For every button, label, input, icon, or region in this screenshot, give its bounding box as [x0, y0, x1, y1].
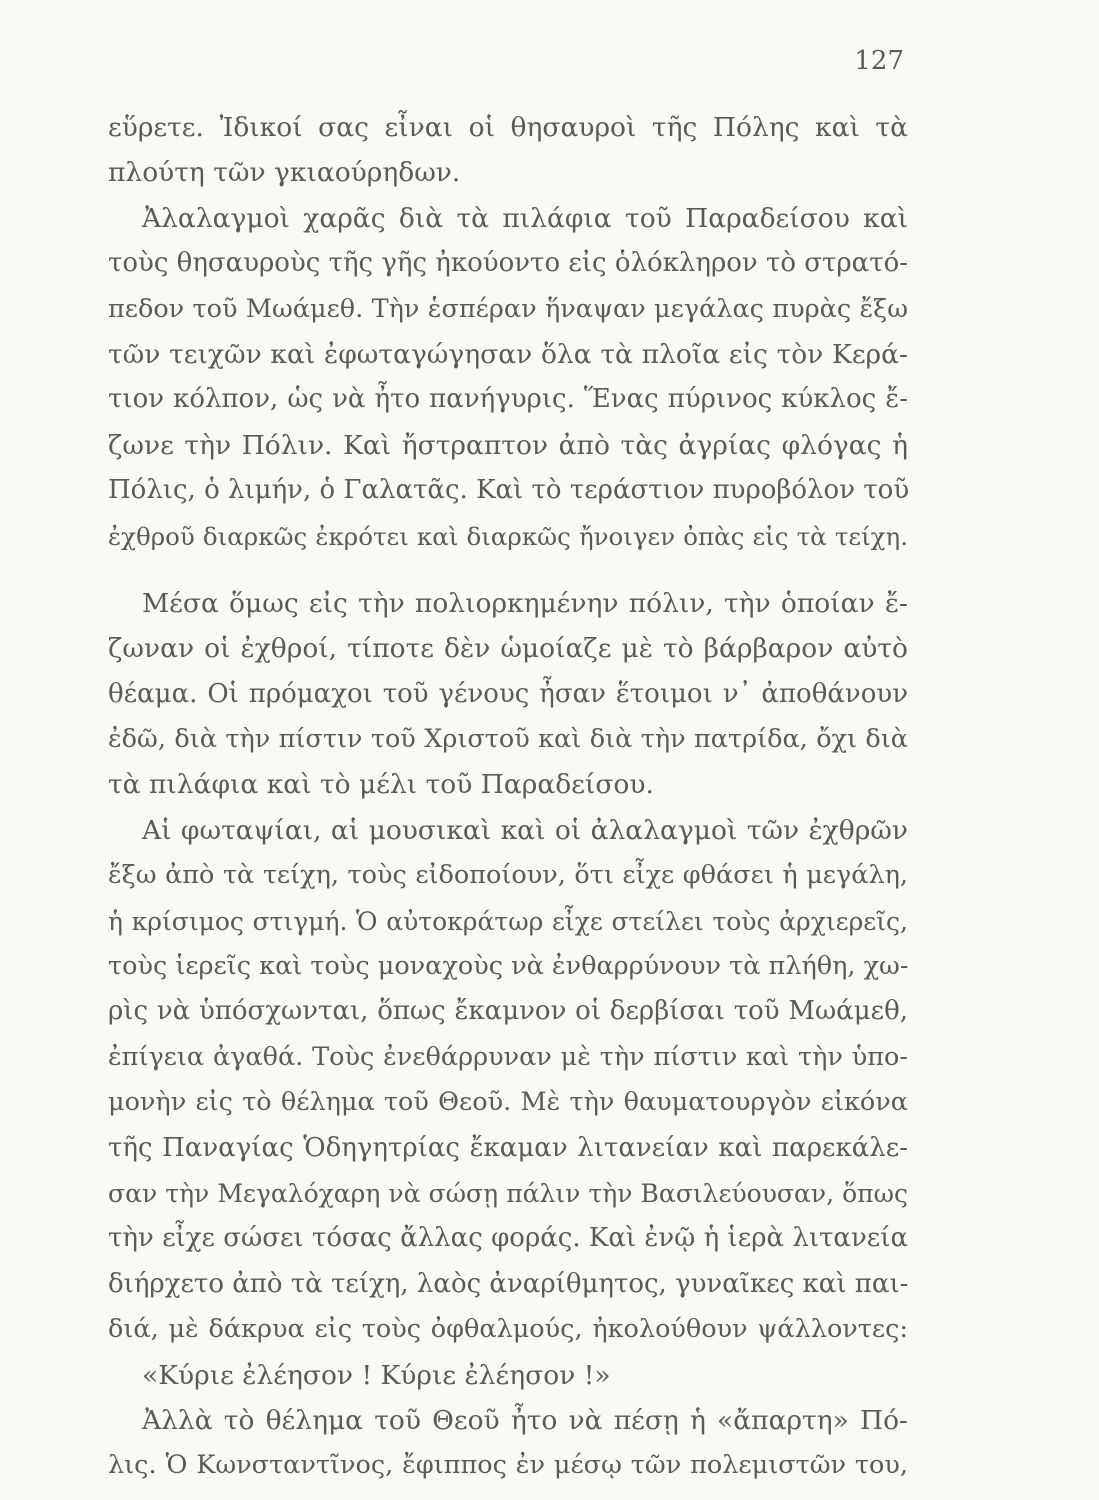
text-line: τοὺς θησαυροὺς τῆς γῆς ἠκούοντο εἰς ὁλόκληρον τὸ στρατό-: [108, 248, 909, 279]
text-line: τὴν εἶχε σώσει τόσας ἄλλας φοράς. Καὶ ἐνῷ ἡ ἱερὰ λιτανεία: [108, 1223, 908, 1254]
page-number: 127: [854, 46, 904, 76]
paragraph-gap: [108, 559, 908, 581]
text-line: διήρχετο ἀπὸ τὰ τείχη, λαὸς ἀναρίθμητος, γυναῖκες καὶ παι-: [108, 1268, 909, 1299]
text-line: ζωναν οἱ ἐχθροί, τίποτε δὲν ὡμοίαζε μὲ τὸ βάρβαρον αὐτὸ: [108, 633, 908, 665]
text-line: Ἀλλὰ τὸ θέλημα τοῦ Θεοῦ ἦτο νὰ πέσῃ ἡ «ἄπαρτη» Πό-: [142, 1404, 908, 1436]
text-line: τῆς Παναγίας Ὁδηγητρίας ἔκαμαν λιτανείαν καὶ παρεκάλε-: [108, 1132, 908, 1163]
text-line: διά, μὲ δάκρυα εἰς τοὺς ὀφθαλμούς, ἠκολούθουν ψάλλοντες:: [108, 1314, 908, 1345]
text-line: τοὺς ἱερεῖς καὶ τοὺς μοναχοὺς νὰ ἐνθαρρύνουν τὰ πλήθη, χω-: [108, 951, 909, 982]
text-line: μονὴν εἰς τὸ θέλημα τοῦ Θεοῦ. Μὲ τὴν θαυματουργὸν εἰκόνα: [108, 1087, 908, 1118]
text-line: τῶν τειχῶν καὶ ἐφωταγώγησαν ὅλα τὰ πλοῖα εἰς τὸν Κερά-: [108, 338, 908, 370]
text-line: Αἱ φωταψίαι, αἱ μουσικαὶ καὶ οἱ ἀλαλαγμοὶ τῶν ἐχθρῶν: [142, 814, 908, 846]
text-line: Μέσα ὅμως εἰς τὴν πολιορκημένην πόλιν, τὴν ὁποίαν ἔ-: [142, 587, 908, 619]
text-line: ἐπίγεια ἀγαθά. Τοὺς ἐνεθάρρυναν μὲ τὴν πίστιν καὶ τὴν ὑπο-: [108, 1041, 908, 1072]
body-text: [108, 105, 908, 1489]
text-line: πλούτη τῶν γκιαούρηδων.: [108, 157, 461, 189]
text-line: ἔξω ἀπὸ τὰ τείχη, τοὺς εἰδοποίουν, ὅτι εἶχε φθάσει ἡ μεγάλη,: [108, 860, 908, 891]
text-line: τιον κόλπον, ὡς νὰ ἦτο πανήγυρις. Ἕνας πύρινος κύκλος ἔ-: [108, 384, 908, 415]
text-line: «Κύριε ἐλέησον ! Κύριε ἐλέησον !»: [142, 1359, 611, 1391]
text-line: τὰ πιλάφια καὶ τὸ μέλι τοῦ Παραδείσου.: [108, 769, 654, 801]
text-line: ζωνε τὴν Πόλιν. Καὶ ἤστραπτον ἀπὸ τὰς ἀγρίας φλόγας ἡ: [108, 429, 908, 461]
text-line: ἐδῶ, διὰ τὴν πίστιν τοῦ Χριστοῦ καὶ διὰ τὴν πατρίδα, ὄχι διὰ: [108, 724, 908, 755]
text-line: πεδον τοῦ Μωάμεθ. Τὴν ἑσπέραν ἥναψαν μεγάλας πυρὰς ἔξω: [108, 293, 908, 324]
text-line: θέαμα. Οἱ πρόμαχοι τοῦ γένους ἦσαν ἕτοιμοι ν᾽ ἀποθάνουν: [108, 678, 908, 709]
text-line: ἐχθροῦ διαρκῶς ἐκρότει καὶ διαρκῶς ἤνοιγεν ὀπὰς εἰς τὰ τείχη.: [108, 521, 908, 551]
text-line: ρὶς νὰ ὑπόσχωνται, ὅπως ἔκαμνον οἱ δερβίσαι τοῦ Μωάμεθ,: [108, 996, 908, 1027]
text-line: σαν τὴν Μεγαλόχαρη νὰ σώσῃ πάλιν τὴν Βασιλεύουσαν, ὅπως: [108, 1178, 908, 1208]
text-line: Ἀλαλαγμοὶ χαρᾶς διὰ τὰ πιλάφια τοῦ Παραδείσου καὶ: [142, 202, 908, 234]
text-line: λις. Ὁ Κωνσταντῖνος, ἔφιππος ἐν μέσῳ τῶν πολεμιστῶν του,: [108, 1450, 908, 1481]
text-line: ἡ κρίσιμος στιγμή. Ὁ αὐτοκράτωρ εἶχε στείλει τοὺς ἀρχιερεῖς,: [108, 906, 908, 936]
text-line: εὕρετε. Ἰδικοί σας εἶναι οἱ θησαυροὶ τῆς Πόλης καὶ τὰ: [108, 112, 908, 143]
text-line: Πόλις, ὁ λιμήν, ὁ Γαλατᾶς. Καὶ τὸ τεράστιον πυροβόλον τοῦ: [108, 475, 910, 506]
